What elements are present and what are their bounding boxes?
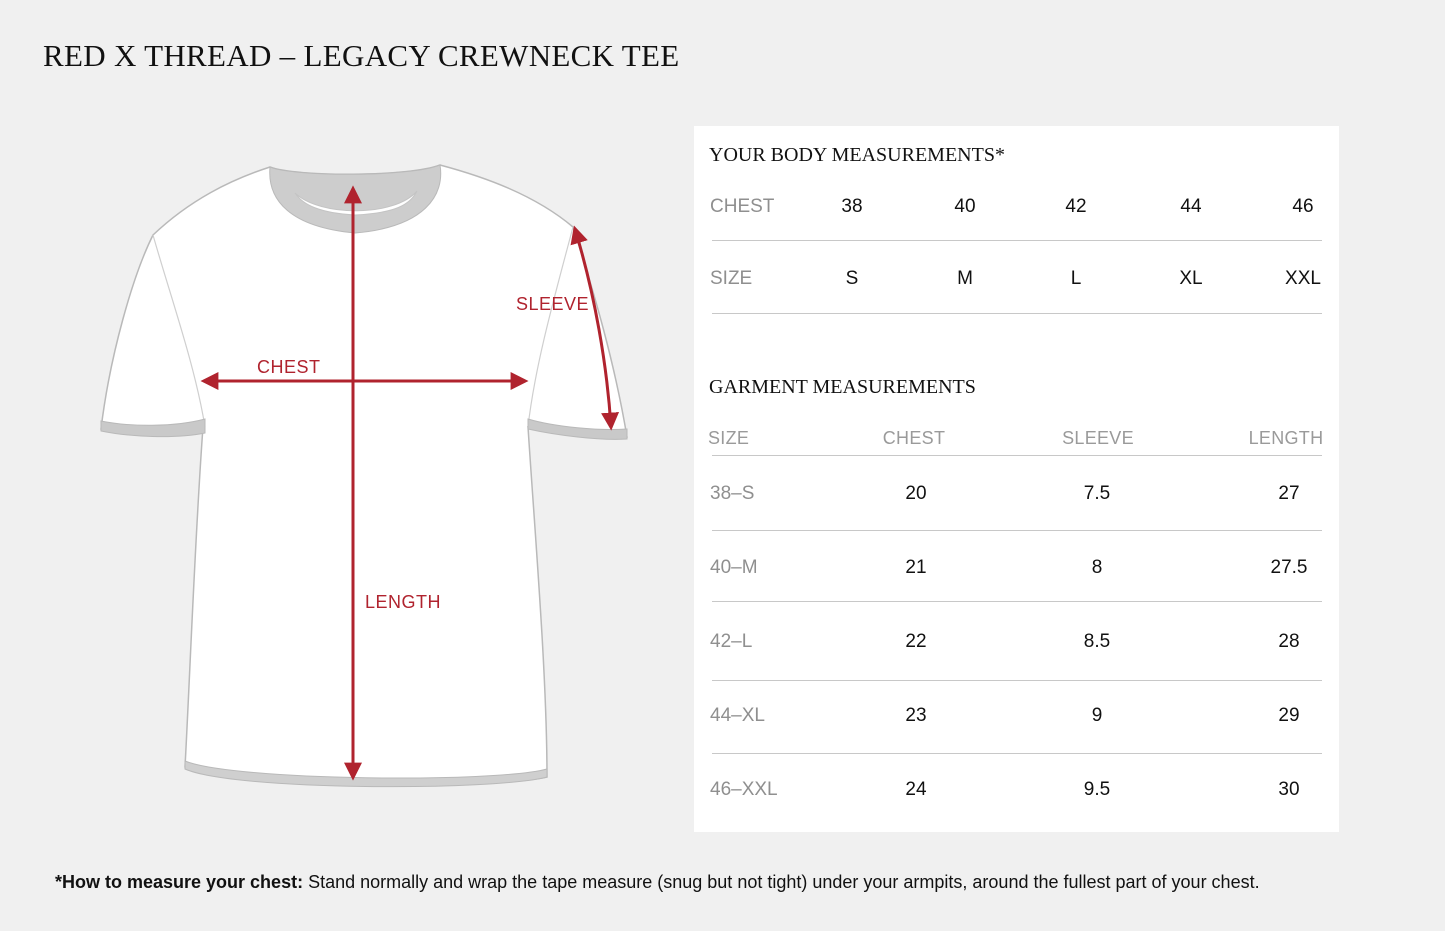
body-chest-row — [694, 192, 1339, 222]
garment-header-row — [694, 423, 1339, 453]
row-size: 44–XL — [710, 705, 765, 726]
row-length: 30 — [1278, 779, 1300, 800]
row-length: 29 — [1278, 705, 1300, 726]
body-size-value: XXL — [1285, 268, 1321, 289]
body-size-row — [694, 264, 1339, 294]
row-chest: 21 — [905, 557, 927, 578]
length-dimension-label: LENGTH — [365, 592, 442, 612]
body-chest-value: 44 — [1180, 196, 1202, 217]
measurements-panel — [694, 126, 1339, 832]
row-size: 42–L — [710, 631, 753, 652]
body-chest-value: 42 — [1065, 196, 1087, 217]
tshirt-icon — [95, 155, 635, 795]
row-length: 28 — [1278, 631, 1300, 652]
column-header-length: LENGTH — [1248, 428, 1324, 448]
divider — [712, 530, 1322, 531]
body-size-value: S — [845, 268, 859, 289]
table-row — [694, 775, 1339, 805]
body-size-value: L — [1070, 268, 1082, 289]
table-row — [694, 701, 1339, 731]
tshirt-illustration — [95, 155, 635, 795]
body-chest-value: 40 — [954, 196, 976, 217]
divider — [712, 313, 1322, 314]
footnote — [55, 872, 1260, 893]
row-size: 40–M — [710, 557, 758, 578]
body-size-label: SIZE — [710, 268, 753, 289]
row-size: 46–XXL — [710, 779, 778, 800]
divider — [712, 240, 1322, 241]
table-row — [694, 553, 1339, 583]
divider — [712, 455, 1322, 456]
body-measurements-title: YOUR BODY MEASUREMENTS* — [709, 144, 1005, 166]
divider — [712, 601, 1322, 602]
footnote-lead: *How to measure your chest: — [55, 872, 304, 892]
row-length: 27 — [1278, 483, 1300, 504]
column-header-chest: CHEST — [882, 428, 946, 448]
column-header-size: SIZE — [708, 428, 750, 448]
sleeve-dimension-label: SLEEVE — [516, 294, 590, 314]
row-sleeve: 8.5 — [1083, 631, 1111, 652]
table-row — [694, 627, 1339, 657]
row-sleeve: 9 — [1091, 705, 1103, 726]
table-row — [694, 479, 1339, 509]
row-chest: 20 — [905, 483, 927, 504]
page-title: RED X THREAD – LEGACY CREWNECK TEE — [43, 38, 680, 73]
body-chest-label: CHEST — [710, 196, 775, 217]
chest-dimension-label: CHEST — [257, 357, 321, 377]
divider — [712, 680, 1322, 681]
row-sleeve: 9.5 — [1083, 779, 1111, 800]
body-size-value: XL — [1179, 268, 1203, 289]
garment-measurements-title: GARMENT MEASUREMENTS — [709, 376, 976, 398]
row-sleeve: 8 — [1091, 557, 1103, 578]
body-size-value: M — [957, 268, 973, 289]
footnote-text: Stand normally and wrap the tape measure (snug but not tight) under your armpits, around the fullest part of your chest. — [303, 872, 1260, 892]
divider — [712, 753, 1322, 754]
row-size: 38–S — [710, 483, 755, 504]
column-header-sleeve: SLEEVE — [1062, 428, 1134, 448]
row-sleeve: 7.5 — [1083, 483, 1111, 504]
row-chest: 22 — [905, 631, 927, 652]
body-chest-value: 46 — [1292, 196, 1314, 217]
row-chest: 24 — [905, 779, 927, 800]
body-chest-value: 38 — [841, 196, 863, 217]
row-chest: 23 — [905, 705, 927, 726]
row-length: 27.5 — [1270, 557, 1308, 578]
